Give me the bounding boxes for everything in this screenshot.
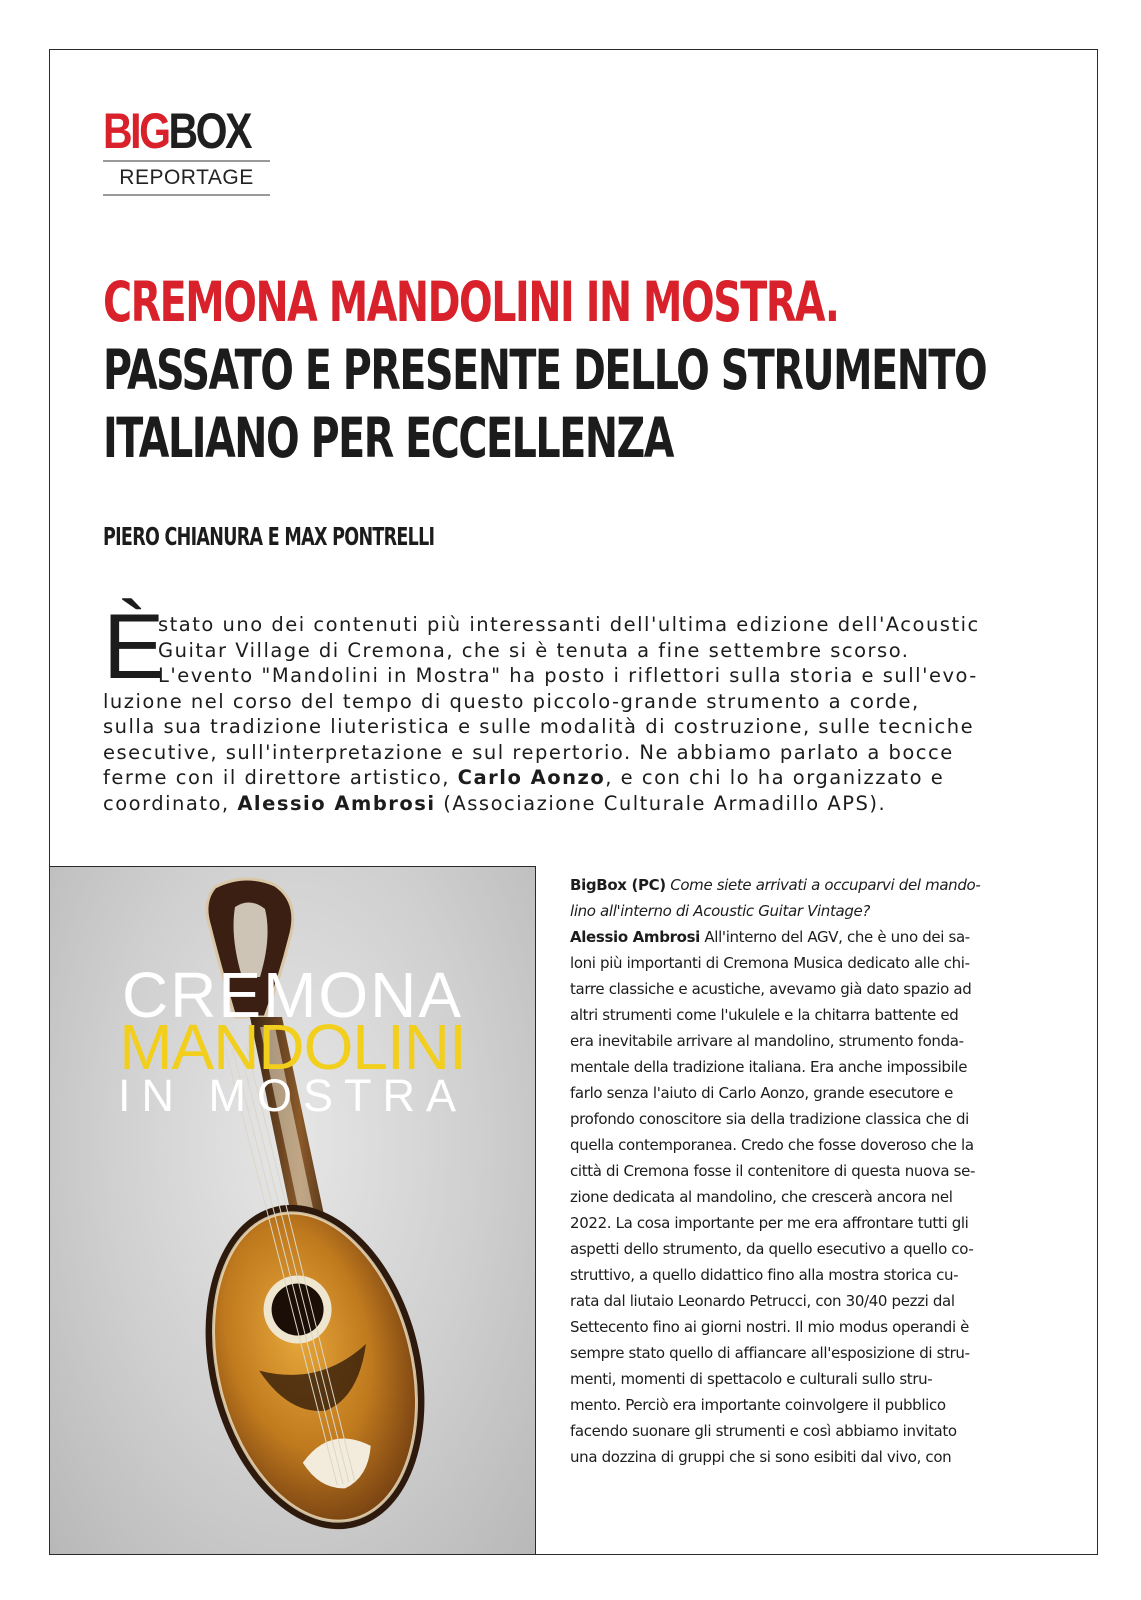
intro-line: Guitar Village di Cremona, che si è tenuta a fine settembre scorso. [158, 638, 910, 662]
brand-logo [103, 104, 270, 196]
answer-line: città di Cremona fosse il contenitore di questa nuova se- [570, 1162, 976, 1180]
answer-line: tarre classiche e acustiche, avevamo già dato spazio ad [570, 980, 972, 998]
headline-line-3: ITALIANO PER ECCELLENZA [103, 406, 674, 470]
photo-title-mandolini: MANDOLINI [119, 1011, 466, 1083]
answer-line: rata dal liutaio Leonardo Petrucci, con 30/40 pezzi dal [570, 1292, 955, 1310]
answer-line: zione dedicata al mandolino, che crescerà ancora nel [570, 1188, 953, 1206]
answer-line: mentale della tradizione italiana. Era anche impossibile [570, 1058, 968, 1076]
intro-line: sulla sua tradizione liuteristica e sulle modalità di costruzione, sulle tecniche [103, 715, 975, 738]
answer-line: farlo senza l'aiuto di Carlo Aonzo, grande esecutore e [570, 1084, 953, 1102]
answer-line: struttivo, a quello didattico fino alla mostra storica cu- [570, 1266, 959, 1284]
intro-line [103, 791, 1033, 817]
answer-line: aspetti dello strumento, da quello esecutivo a quello co- [570, 1240, 974, 1258]
answer-line: menti, momenti di spettacolo e culturali sullo stru- [570, 1370, 933, 1388]
answer-line: profondo conoscitore sia della tradizione classica che di [570, 1110, 969, 1128]
brand-name-black: BOX [168, 103, 250, 159]
intro-text: ferme con il direttore artistico, [103, 766, 458, 789]
speaker-alessio-ambrosi: Alessio Ambrosi [570, 928, 700, 946]
article-headline [103, 268, 1063, 472]
photo-title-cremona: CREMONA [121, 959, 464, 1031]
brand-name [103, 103, 250, 159]
name-carlo-aonzo: Carlo Aonzo [457, 766, 606, 789]
intro-line: stato uno dei contenuti più interessanti dell'ultima edizione dell'Acoustic [158, 613, 980, 636]
section-label: REPORTAGE [119, 166, 254, 189]
answer-line: facendo suonare gli strumenti e così abbiamo invitato [570, 1422, 957, 1440]
answer-line: loni più importanti di Cremona Musica dedicato alle chi- [570, 954, 970, 972]
answer-line: sempre stato quello di affiancare all'esposizione di stru- [570, 1344, 970, 1362]
speaker-bigbox: BigBox (PC) [570, 876, 666, 894]
brand-name-red: BIG [103, 103, 169, 159]
headline-line-2: PASSATO E PRESENTE DELLO STRUMENTO [103, 338, 987, 402]
answer-text: All'interno del AGV, che è uno dei sa- [699, 928, 970, 946]
article-authors: PIERO CHIANURA E MAX PONTRELLI [103, 522, 435, 551]
question-text: Come siete arrivati a occuparvi del mando- [665, 876, 981, 894]
interview-question [570, 898, 1022, 924]
intro-text: , e con chi lo ha organizzato e [605, 766, 945, 789]
intro-line: L'evento "Mandolini in Mostra" ha posto i riflettori sulla storia e sull'evo- [158, 664, 978, 687]
article-intro [103, 596, 1033, 816]
question-text: lino all'interno di Acoustic Guitar Vintage? [570, 902, 870, 920]
interview-question [570, 872, 1022, 898]
answer-line: mento. Perciò era importante coinvolgere il pubblico [570, 1396, 946, 1414]
interview-column [570, 872, 1022, 1470]
intro-text: (Associazione Culturale Armadillo APS). [435, 791, 887, 815]
intro-text: coordinato, [103, 791, 238, 815]
answer-line: era inevitabile arrivare al mandolino, strumento fonda- [570, 1032, 964, 1050]
intro-line: esecutive, sull'interpretazione e sul repertorio. Ne abbiamo parlato a bocce [103, 740, 954, 764]
headline-line-1: CREMONA MANDOLINI IN MOSTRA. [103, 270, 839, 334]
name-alessio-ambrosi: Alessio Ambrosi [237, 791, 436, 815]
answer-line: altri strumenti come l'ukulele e la chitarra battente ed [570, 1006, 959, 1024]
brand-divider-bottom [103, 194, 270, 196]
answer-line: 2022. La cosa importante per me era affrontare tutti gli [570, 1214, 969, 1232]
answer-line: quella contemporanea. Credo che fosse doveroso che la [570, 1136, 974, 1154]
photo-title-in-mostra: IN MOSTRA [117, 1070, 467, 1121]
intro-line: luzione nel corso del tempo di questo piccolo-grande strumento a corde, [103, 689, 920, 713]
interview-answer [570, 924, 1022, 950]
answer-line: Settecento fino ai giorni nostri. Il mio modus operandi è [570, 1318, 970, 1336]
answer-line: una dozzina di gruppi che si sono esibiti dal vivo, con [570, 1448, 952, 1466]
intro-line [103, 765, 1033, 791]
drop-cap: È [103, 596, 165, 698]
